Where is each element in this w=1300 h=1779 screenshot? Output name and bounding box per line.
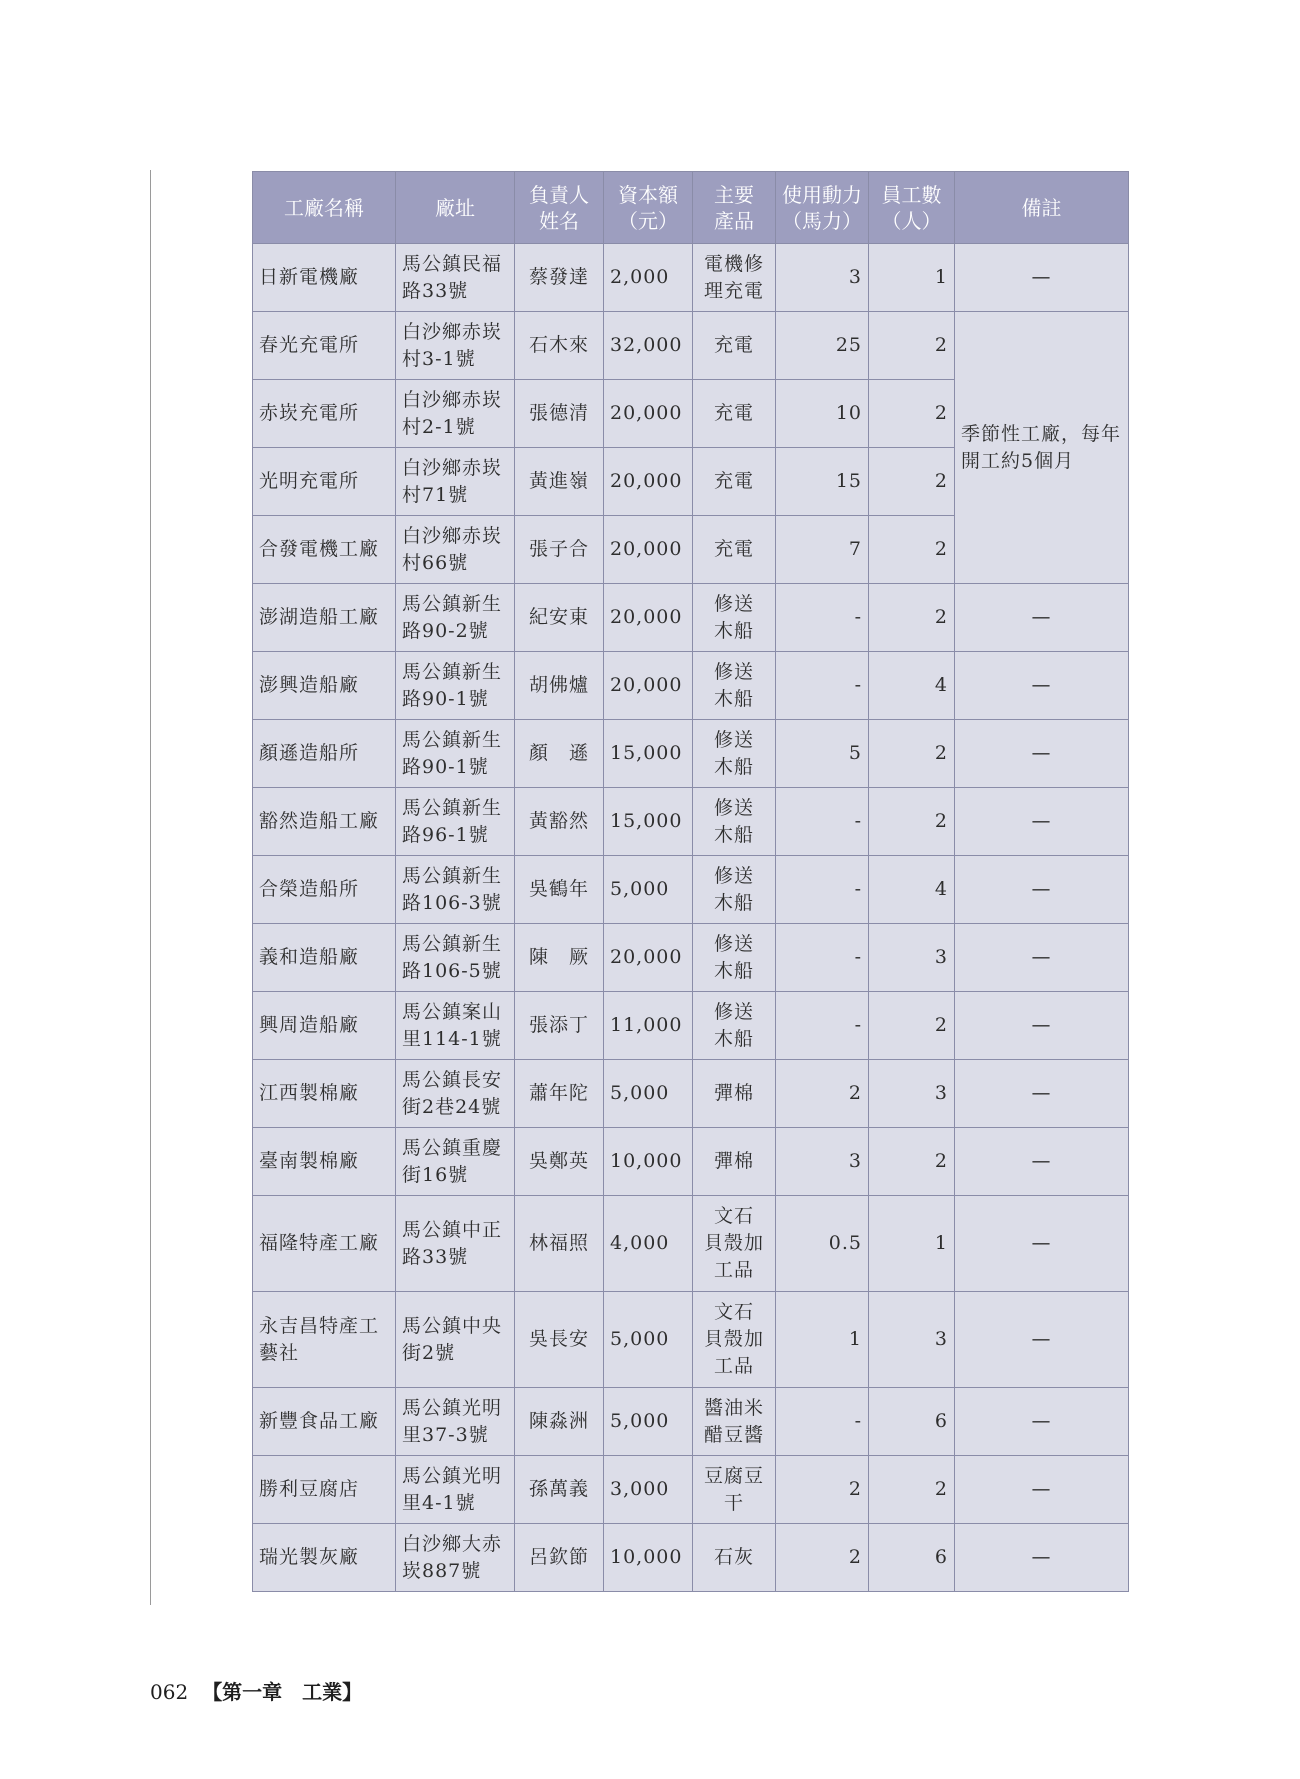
address-cell: 馬公鎮案山 里114-1號 bbox=[396, 992, 515, 1060]
address-cell: 白沙鄉大赤 崁887號 bbox=[396, 1524, 515, 1592]
factory-name-cell: 光明充電所 bbox=[253, 448, 396, 516]
header-name: 工廠名稱 bbox=[253, 172, 396, 244]
address-cell: 白沙鄉赤崁 村3-1號 bbox=[396, 312, 515, 380]
note-cell: — bbox=[955, 720, 1129, 788]
power-cell: 2 bbox=[776, 1524, 869, 1592]
header-note: 備註 bbox=[955, 172, 1129, 244]
address-cell: 馬公鎮光明 里37-3號 bbox=[396, 1388, 515, 1456]
factory-name-cell: 臺南製棉廠 bbox=[253, 1128, 396, 1196]
capital-cell: 20,000 bbox=[604, 924, 693, 992]
capital-cell: 10,000 bbox=[604, 1524, 693, 1592]
product-cell: 充電 bbox=[693, 312, 776, 380]
power-cell: - bbox=[776, 992, 869, 1060]
address-cell: 白沙鄉赤崁 村71號 bbox=[396, 448, 515, 516]
staff-cell: 3 bbox=[869, 1060, 955, 1128]
table-row bbox=[253, 244, 1129, 312]
product-cell: 豆腐豆 干 bbox=[693, 1456, 776, 1524]
address-cell: 馬公鎮新生 路106-5號 bbox=[396, 924, 515, 992]
staff-cell: 1 bbox=[869, 244, 955, 312]
capital-cell: 15,000 bbox=[604, 720, 693, 788]
product-cell: 充電 bbox=[693, 380, 776, 448]
power-cell: - bbox=[776, 652, 869, 720]
header-power: 使用動力 （馬力） bbox=[776, 172, 869, 244]
owner-cell: 紀安東 bbox=[515, 584, 604, 652]
power-cell: - bbox=[776, 788, 869, 856]
staff-cell: 2 bbox=[869, 380, 955, 448]
owner-cell: 黃進嶺 bbox=[515, 448, 604, 516]
power-cell: - bbox=[776, 924, 869, 992]
factory-name-cell: 澎湖造船工廠 bbox=[253, 584, 396, 652]
power-cell: 3 bbox=[776, 244, 869, 312]
power-cell: - bbox=[776, 584, 869, 652]
staff-cell: 6 bbox=[869, 1524, 955, 1592]
owner-cell: 黃豁然 bbox=[515, 788, 604, 856]
table-body bbox=[253, 244, 1129, 1592]
capital-cell: 15,000 bbox=[604, 788, 693, 856]
note-cell: — bbox=[955, 992, 1129, 1060]
staff-cell: 4 bbox=[869, 856, 955, 924]
address-cell: 馬公鎮新生 路90-2號 bbox=[396, 584, 515, 652]
staff-cell: 2 bbox=[869, 992, 955, 1060]
power-cell: 25 bbox=[776, 312, 869, 380]
capital-cell: 20,000 bbox=[604, 652, 693, 720]
capital-cell: 4,000 bbox=[604, 1196, 693, 1292]
page-footer bbox=[150, 1676, 362, 1705]
staff-cell: 2 bbox=[869, 788, 955, 856]
address-cell: 馬公鎮中央 街2號 bbox=[396, 1292, 515, 1388]
factory-name-cell: 瑞光製灰廠 bbox=[253, 1524, 396, 1592]
factory-name-cell: 合發電機工廠 bbox=[253, 516, 396, 584]
factory-name-cell: 福隆特產工廠 bbox=[253, 1196, 396, 1292]
owner-cell: 陳 厥 bbox=[515, 924, 604, 992]
power-cell: 15 bbox=[776, 448, 869, 516]
note-cell: — bbox=[955, 1196, 1129, 1292]
note-cell: — bbox=[955, 244, 1129, 312]
product-cell: 修送 木船 bbox=[693, 856, 776, 924]
product-cell: 修送 木船 bbox=[693, 788, 776, 856]
product-cell: 彈棉 bbox=[693, 1128, 776, 1196]
factory-name-cell: 春光充電所 bbox=[253, 312, 396, 380]
note-cell: — bbox=[955, 856, 1129, 924]
table-row bbox=[253, 720, 1129, 788]
product-cell: 充電 bbox=[693, 448, 776, 516]
staff-cell: 6 bbox=[869, 1388, 955, 1456]
address-cell: 馬公鎮新生 路106-3號 bbox=[396, 856, 515, 924]
table-row bbox=[253, 1060, 1129, 1128]
capital-cell: 5,000 bbox=[604, 1292, 693, 1388]
staff-cell: 2 bbox=[869, 516, 955, 584]
table-header-row bbox=[253, 172, 1129, 244]
owner-cell: 吳鶴年 bbox=[515, 856, 604, 924]
factory-name-cell: 江西製棉廠 bbox=[253, 1060, 396, 1128]
staff-cell: 2 bbox=[869, 448, 955, 516]
factory-name-cell: 興周造船廠 bbox=[253, 992, 396, 1060]
owner-cell: 張德清 bbox=[515, 380, 604, 448]
factory-name-cell: 新豐食品工廠 bbox=[253, 1388, 396, 1456]
note-cell: — bbox=[955, 788, 1129, 856]
product-cell: 文石 貝殼加 工品 bbox=[693, 1292, 776, 1388]
address-cell: 馬公鎮民福 路33號 bbox=[396, 244, 515, 312]
table-row bbox=[253, 1388, 1129, 1456]
header-staff: 員工數 （人） bbox=[869, 172, 955, 244]
staff-cell: 2 bbox=[869, 584, 955, 652]
factory-name-cell: 義和造船廠 bbox=[253, 924, 396, 992]
chapter-title: 【第一章 工業】 bbox=[202, 1680, 363, 1704]
power-cell: 2 bbox=[776, 1456, 869, 1524]
address-cell: 馬公鎮新生 路90-1號 bbox=[396, 652, 515, 720]
product-cell: 修送 木船 bbox=[693, 652, 776, 720]
capital-cell: 11,000 bbox=[604, 992, 693, 1060]
address-cell: 白沙鄉赤崁 村2-1號 bbox=[396, 380, 515, 448]
header-capital: 資本額 （元） bbox=[604, 172, 693, 244]
staff-cell: 2 bbox=[869, 1128, 955, 1196]
note-cell: — bbox=[955, 1060, 1129, 1128]
capital-cell: 2,000 bbox=[604, 244, 693, 312]
margin-rule bbox=[150, 170, 151, 1605]
product-cell: 醬油米 醋豆醬 bbox=[693, 1388, 776, 1456]
note-cell: — bbox=[955, 924, 1129, 992]
staff-cell: 2 bbox=[869, 720, 955, 788]
product-cell: 彈棉 bbox=[693, 1060, 776, 1128]
header-address: 廠址 bbox=[396, 172, 515, 244]
table-row bbox=[253, 924, 1129, 992]
factory-name-cell: 日新電機廠 bbox=[253, 244, 396, 312]
address-cell: 白沙鄉赤崁 村66號 bbox=[396, 516, 515, 584]
capital-cell: 20,000 bbox=[604, 516, 693, 584]
page-number: 062 bbox=[150, 1680, 189, 1704]
table-row bbox=[253, 856, 1129, 924]
table-row bbox=[253, 788, 1129, 856]
factory-name-cell: 豁然造船工廠 bbox=[253, 788, 396, 856]
address-cell: 馬公鎮長安 街2巷24號 bbox=[396, 1060, 515, 1128]
capital-cell: 20,000 bbox=[604, 380, 693, 448]
owner-cell: 石木來 bbox=[515, 312, 604, 380]
address-cell: 馬公鎮新生 路90-1號 bbox=[396, 720, 515, 788]
capital-cell: 5,000 bbox=[604, 856, 693, 924]
owner-cell: 陳淼洲 bbox=[515, 1388, 604, 1456]
owner-cell: 呂欽節 bbox=[515, 1524, 604, 1592]
factory-name-cell: 永吉昌特產工 藝社 bbox=[253, 1292, 396, 1388]
seasonal-note-cell: 季節性工廠，每年 開工約5個月 bbox=[955, 312, 1129, 584]
power-cell: 7 bbox=[776, 516, 869, 584]
address-cell: 馬公鎮光明 里4-1號 bbox=[396, 1456, 515, 1524]
owner-cell: 張添丁 bbox=[515, 992, 604, 1060]
factory-name-cell: 澎興造船廠 bbox=[253, 652, 396, 720]
owner-cell: 吳長安 bbox=[515, 1292, 604, 1388]
staff-cell: 1 bbox=[869, 1196, 955, 1292]
power-cell: 1 bbox=[776, 1292, 869, 1388]
power-cell: 10 bbox=[776, 380, 869, 448]
table-row bbox=[253, 992, 1129, 1060]
table-row bbox=[253, 1292, 1129, 1388]
capital-cell: 20,000 bbox=[604, 448, 693, 516]
product-cell: 文石 貝殼加 工品 bbox=[693, 1196, 776, 1292]
factory-name-cell: 合榮造船所 bbox=[253, 856, 396, 924]
power-cell: - bbox=[776, 1388, 869, 1456]
table-row bbox=[253, 312, 1129, 380]
table-row bbox=[253, 1128, 1129, 1196]
note-cell: — bbox=[955, 1128, 1129, 1196]
power-cell: 0.5 bbox=[776, 1196, 869, 1292]
header-owner: 負責人 姓名 bbox=[515, 172, 604, 244]
product-cell: 石灰 bbox=[693, 1524, 776, 1592]
owner-cell: 顏 遜 bbox=[515, 720, 604, 788]
staff-cell: 3 bbox=[869, 924, 955, 992]
table-row bbox=[253, 652, 1129, 720]
owner-cell: 蕭年陀 bbox=[515, 1060, 604, 1128]
capital-cell: 5,000 bbox=[604, 1388, 693, 1456]
note-cell: — bbox=[955, 1388, 1129, 1456]
staff-cell: 2 bbox=[869, 312, 955, 380]
note-cell: — bbox=[955, 1292, 1129, 1388]
product-cell: 修送 木船 bbox=[693, 720, 776, 788]
product-cell: 充電 bbox=[693, 516, 776, 584]
capital-cell: 32,000 bbox=[604, 312, 693, 380]
address-cell: 馬公鎮重慶 街16號 bbox=[396, 1128, 515, 1196]
address-cell: 馬公鎮新生 路96-1號 bbox=[396, 788, 515, 856]
capital-cell: 10,000 bbox=[604, 1128, 693, 1196]
note-cell: — bbox=[955, 1456, 1129, 1524]
product-cell: 修送 木船 bbox=[693, 992, 776, 1060]
owner-cell: 孫萬義 bbox=[515, 1456, 604, 1524]
product-cell: 修送 木船 bbox=[693, 584, 776, 652]
capital-cell: 5,000 bbox=[604, 1060, 693, 1128]
note-cell: — bbox=[955, 584, 1129, 652]
owner-cell: 蔡發達 bbox=[515, 244, 604, 312]
note-cell: — bbox=[955, 1524, 1129, 1592]
note-cell: — bbox=[955, 652, 1129, 720]
power-cell: 5 bbox=[776, 720, 869, 788]
factory-name-cell: 顏遜造船所 bbox=[253, 720, 396, 788]
table-row bbox=[253, 584, 1129, 652]
header-product: 主要 產品 bbox=[693, 172, 776, 244]
owner-cell: 林福照 bbox=[515, 1196, 604, 1292]
staff-cell: 2 bbox=[869, 1456, 955, 1524]
table-row bbox=[253, 1456, 1129, 1524]
staff-cell: 3 bbox=[869, 1292, 955, 1388]
product-cell: 電機修 理充電 bbox=[693, 244, 776, 312]
table-row bbox=[253, 1524, 1129, 1592]
factory-name-cell: 勝利豆腐店 bbox=[253, 1456, 396, 1524]
product-cell: 修送 木船 bbox=[693, 924, 776, 992]
power-cell: 3 bbox=[776, 1128, 869, 1196]
table-row bbox=[253, 1196, 1129, 1292]
owner-cell: 吳鄭英 bbox=[515, 1128, 604, 1196]
staff-cell: 4 bbox=[869, 652, 955, 720]
address-cell: 馬公鎮中正 路33號 bbox=[396, 1196, 515, 1292]
owner-cell: 胡佛爐 bbox=[515, 652, 604, 720]
power-cell: 2 bbox=[776, 1060, 869, 1128]
owner-cell: 張子合 bbox=[515, 516, 604, 584]
factory-table bbox=[252, 171, 1129, 1592]
power-cell: - bbox=[776, 856, 869, 924]
capital-cell: 20,000 bbox=[604, 584, 693, 652]
factory-name-cell: 赤崁充電所 bbox=[253, 380, 396, 448]
capital-cell: 3,000 bbox=[604, 1456, 693, 1524]
